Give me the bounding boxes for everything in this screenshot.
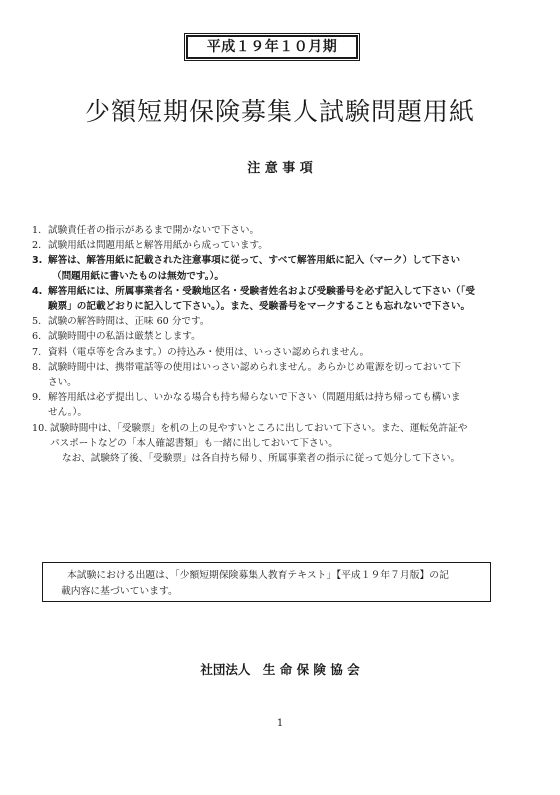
instruction-text: 試験責任者の指示があるまで開かないで下さい。 [48,225,260,236]
instruction-number: 6. [32,331,42,343]
instruction-item [32,421,532,467]
instruction-number: 5. [32,316,42,328]
notice-text: 載内容に基づいています。 [61,586,178,597]
instruction-item [32,360,532,390]
instruction-text: 試験用紙は問題用紙と解答用紙から成っています。 [48,240,268,252]
instruction-number: 3. [32,255,43,267]
instruction-item [32,390,532,420]
instruction-number: 9. [32,392,42,404]
instruction-text: 験票」の記載どおりに記入して下さい。）。また、受験番号をマークすることも忘れないで下さい。 [48,301,471,313]
instruction-item [32,314,532,329]
instruction-item [32,329,532,344]
instruction-text: なお、試験終了後、「受験票」は各自持ち帰り、所属事業者の指示に従って処分して下さい。 [62,453,461,465]
instruction-item [32,284,532,314]
page-number: 1 [276,718,284,729]
instruction-text: 試験時間中は、携帯電話等の使用はいっさい認められません。あらかじめ電源を切っておいて下 [48,361,462,373]
instruction-item [32,223,532,238]
instruction-number: 8. [32,361,42,373]
instruction-text: 解答用紙には、所属事業者名・受験地区名・受験者姓名および受験番号を必ず記入して下さい（「受 [48,285,475,297]
instruction-text: さい。 [48,377,77,389]
exam-period-box: 平成１９年１０月期 [186,35,358,59]
instruction-text: 資料（電卓等を含みます。）の持込み・使用は、いっさい認められません。 [48,346,370,358]
instruction-item [32,238,532,253]
instruction-item [32,253,532,283]
instruction-text: 試験時間中は、「受験票」を机の上の見やすいところに出しておいて下さい。また、運転免許証や [50,422,468,434]
instruction-number: 2. [32,240,42,252]
instruction-item [32,345,532,360]
instruction-text: （問題用紙に書いたものは無効です。）。 [52,270,224,282]
instruction-number: 7. [32,346,42,358]
notice-text: 本試験における出題は、「少額短期保険募集人教育テキスト」【平成１９年７月版】の記 [67,570,449,581]
section-title [0,157,560,176]
instruction-number: 4. [32,285,43,297]
instruction-text: パスポートなどの「本人確認書類」も一緒に出しておいて下さい。 [50,437,338,449]
exam-scope-notice [42,562,491,602]
instructions-list [32,223,532,466]
section-title-text: 注 意 事 項 [247,161,313,176]
instruction-text: 解答用紙は必ず提出し、いかなる場合も持ち帰らないで下さい（問題用紙は持ち帰っても構いま [48,392,461,404]
instruction-number: 1. [32,225,42,236]
instruction-text: せん。）。 [48,407,87,419]
page-title: 少額短期保険募集人試験問題用紙 [84,97,475,126]
instruction-text: 解答は、解答用紙に記載された注意事項に従って、すべて解答用紙に記入（マーク）して下さい [48,255,461,267]
organization-name: 社団法人 生 命 保 険 協 会 [200,662,360,677]
instruction-text: 試験時間中の私語は厳禁とします。 [48,331,201,343]
instruction-text: 試験の解答時間は、正味 60 分です。 [48,316,210,328]
instruction-number: 10. [32,422,48,434]
